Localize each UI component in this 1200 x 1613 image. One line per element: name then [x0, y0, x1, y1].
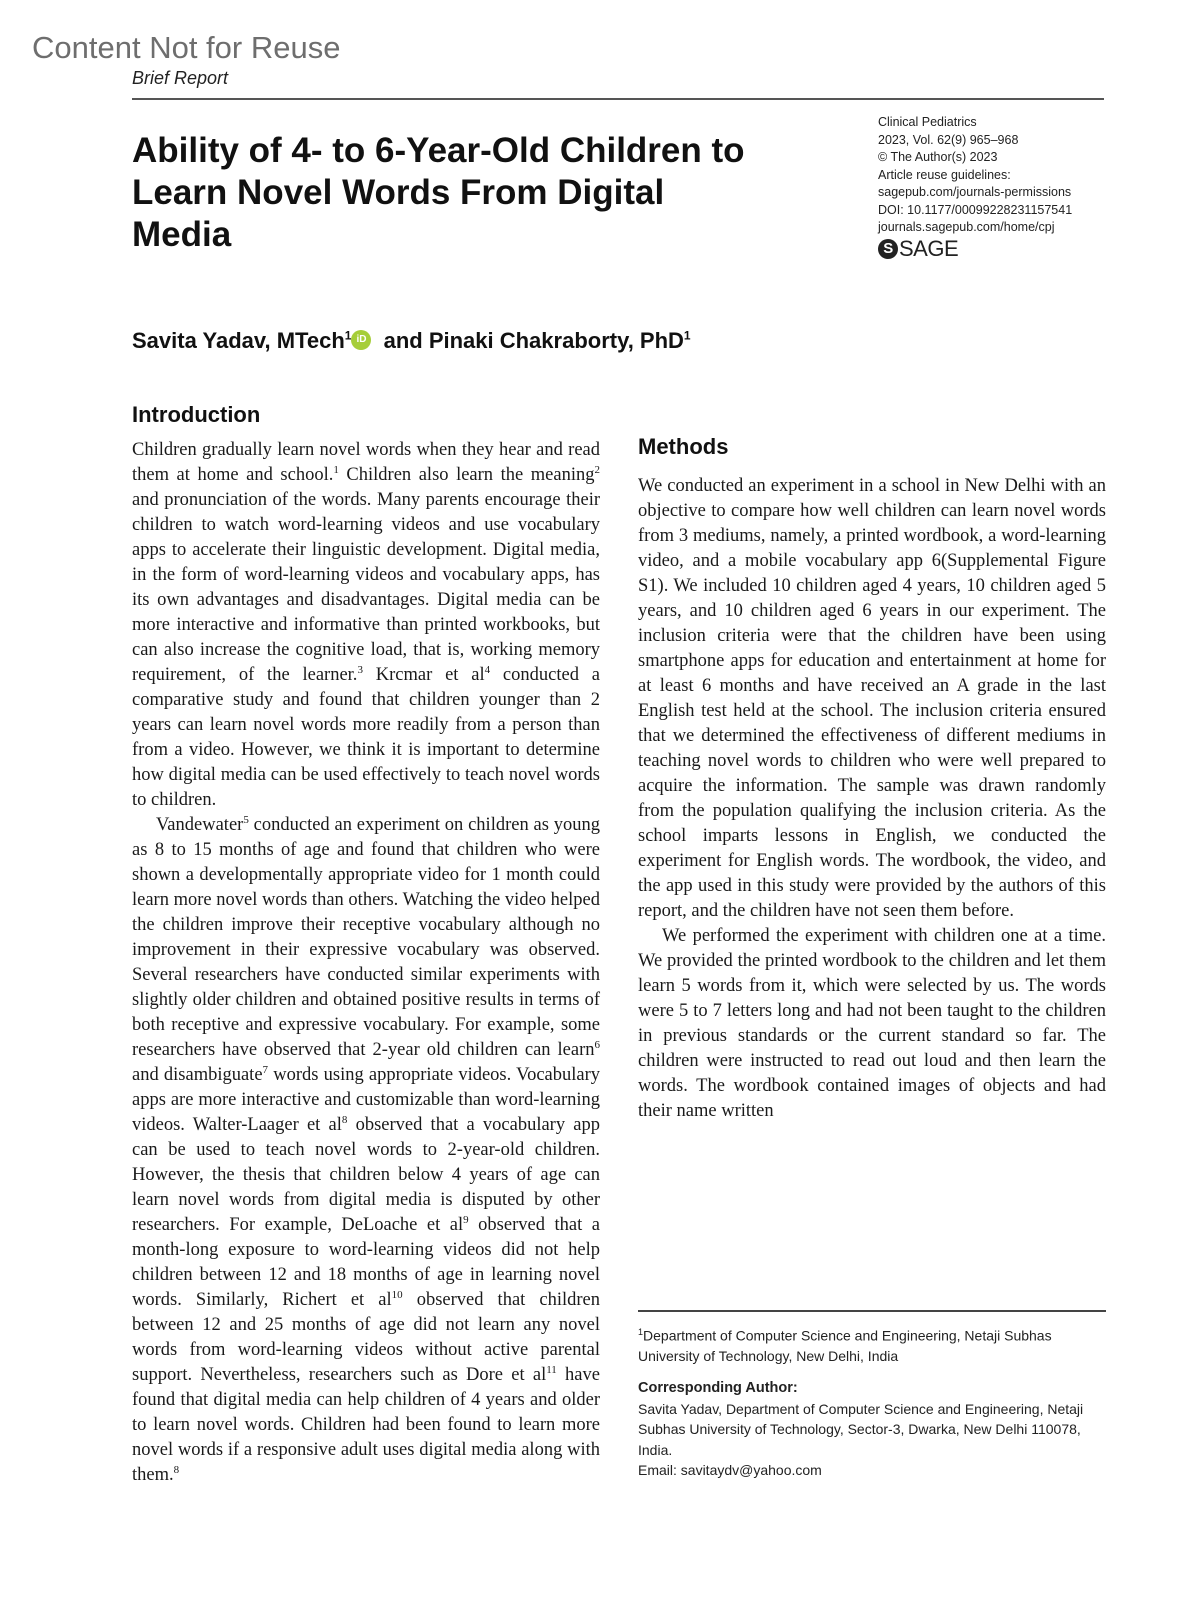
affiliation-note: $^1$Department of Computer Science and Engineering, Netaji Subhas University of Technology, New Delhi, India [638, 1326, 1052, 1364]
journal-reuse-label: Article reuse guidelines: [878, 167, 1011, 182]
methods-paragraph-1: We conducted an experiment in a school in New Delhi with an objective to compare how well children can learn novel words from 3 mediums, namely, a printed wordbook, a word-learning video, and a mobile vocabulary app 6(Supplemental Figure S1). We included 10 children aged 4 years, 10 children aged 5 years, and 10 children aged 6 years in our experiment. The inclusion criteria were that the children have been using smartphone apps for education and entertainment at home for at least 6 months and have received an A grade in the last English test held at the school. The inclusion criteria ensured that we determined the effectiveness of different mediums in teaching novel words to children who were well prepared to acquire the information. The sample was drawn randomly from the population qualifying the inclusion criteria. As the school imparts lessons in English, we conducted the experiment for English words. The wordbook, the video, and the app used in this study were provided by the authors of this report, and the children have not seen them before. [638, 476, 1106, 921]
corresponding-author-email[interactable]: Email: savitaydv@yahoo.com [638, 1462, 822, 1479]
introduction-paragraph-1: Children gradually learn novel words when they hear and read them at home and school.$^1$ Children also learn the meaning$^2$ and pronunciation of the words. Many parents encourage their children to watch word-learning videos and use vocabulary apps to accelerate their linguistic development. Digital media, in the form of word-learning videos and vocabulary apps, has its own advantages and disadvantages. Digital media can be more interactive and informative than printed workbooks, but can also increase the cognitive load, that is, working memory requirement, of the learner.$^3$ Krcmar et $al^4$ conducted a comparative study and found that children younger than 2 years can learn novel words more readily from a person than from a video. However, we think it is important to determine how digital media can be used effectively to teach novel words to children. [132, 440, 600, 810]
left-column [132, 400, 600, 1488]
journal-copyright: © The Author(s) 2023 [878, 150, 998, 164]
author-1-affiliation: 1 [344, 328, 352, 343]
footnote-divider [638, 1310, 1106, 1312]
article-type-label: Brief Report [132, 68, 229, 88]
article-title: Ability of 4- to 6-Year-Old Children to Learn Novel Words From Digital Media [132, 131, 745, 254]
author-2-affiliation: 1 [683, 328, 691, 343]
journal-permissions-link[interactable]: sagepub.com/journals-permissions [878, 185, 1072, 199]
author-connector: and [377, 328, 429, 353]
author-2: Pinaki Chakraborty, PhD [428, 328, 684, 353]
methods-heading: Methods [638, 434, 729, 459]
introduction-heading: Introduction [132, 402, 261, 427]
journal-volume: 2023, Vol. 62(9) 965–968 [878, 132, 1019, 147]
author-1: Savita Yadav, MTech [132, 328, 345, 353]
right-column [638, 406, 1106, 1124]
journal-doi-link[interactable]: DOI: 10.1177/00099228231157541 [878, 202, 1073, 217]
author-line [132, 328, 691, 354]
header-divider [132, 98, 1104, 100]
introduction-paragraph-2: Vandewater$^5$ conducted an experiment on children as young as 8 to 15 months of age and found that children who were shown a developmentally appropriate video for 1 month could learn more novel words than others. Watching the video helped the children improve their receptive vocabulary although no improvement in their expressive vocabulary was observed. Several researchers have conducted similar experiments with slightly older children and obtained positive results in terms of both receptive and expressive vocabulary. For example, some researchers have observed that 2-year old children can learn$^6$ and disambiguate$^7$ words using appropriate videos. Vocabulary apps are more interactive and customizable than word-learning videos. Walter-Laager et $al^8$ observed that a vocabulary app can be used to teach novel words to 2-year-old children. However, the thesis that children below 4 years of age can learn novel words from digital media is disputed by other researchers. For example, DeLoache et $al^9$ observed that a month-long exposure to word-learning videos did not help children between 12 and 18 months of age in learning novel words. Similarly, Richert et $al^{10}$ observed that children between 12 and 25 months of age did not learn any novel words from word-learning videos without active parental support. Nevertheless, researchers such as Dore et $al^{11}$ have found that digital media can help children of 4 years and older to learn novel words. Children had been found to learn more novel words if a responsive adult uses digital media along with them.$^8$ [132, 813, 601, 1485]
footnotes [638, 1310, 1106, 1481]
sage-logo-text: SAGE [899, 235, 959, 261]
orcid-icon[interactable]: iD [351, 330, 371, 350]
journal-home-link[interactable]: journals.sagepub.com/home/cpj [878, 220, 1055, 234]
sage-logo-icon: S [878, 239, 898, 259]
watermark: Content Not for Reuse [32, 30, 341, 65]
corresponding-author-heading: Corresponding Author: [638, 1380, 798, 1397]
journal-info [878, 114, 1118, 259]
sage-logo [878, 235, 1118, 261]
journal-name: Clinical Pediatrics [878, 115, 977, 129]
corresponding-author-text: Savita Yadav, Department of Computer Science and Engineering, Netaji Subhas University of Technology, Sector-3, Dwarka, New Delhi 110078, India. [638, 1400, 1084, 1458]
methods-paragraph-2: We performed the experiment with children one at a time. We provided the printed wordbook to the children and let them learn 5 words from it, which were selected by us. The words were 5 to 7 letters long and had not been taught to the children in previous standards or the current standard so far. The children were instructed to read out loud and then learn the words. The wordbook contained images of objects and had their name written [638, 926, 1106, 1121]
